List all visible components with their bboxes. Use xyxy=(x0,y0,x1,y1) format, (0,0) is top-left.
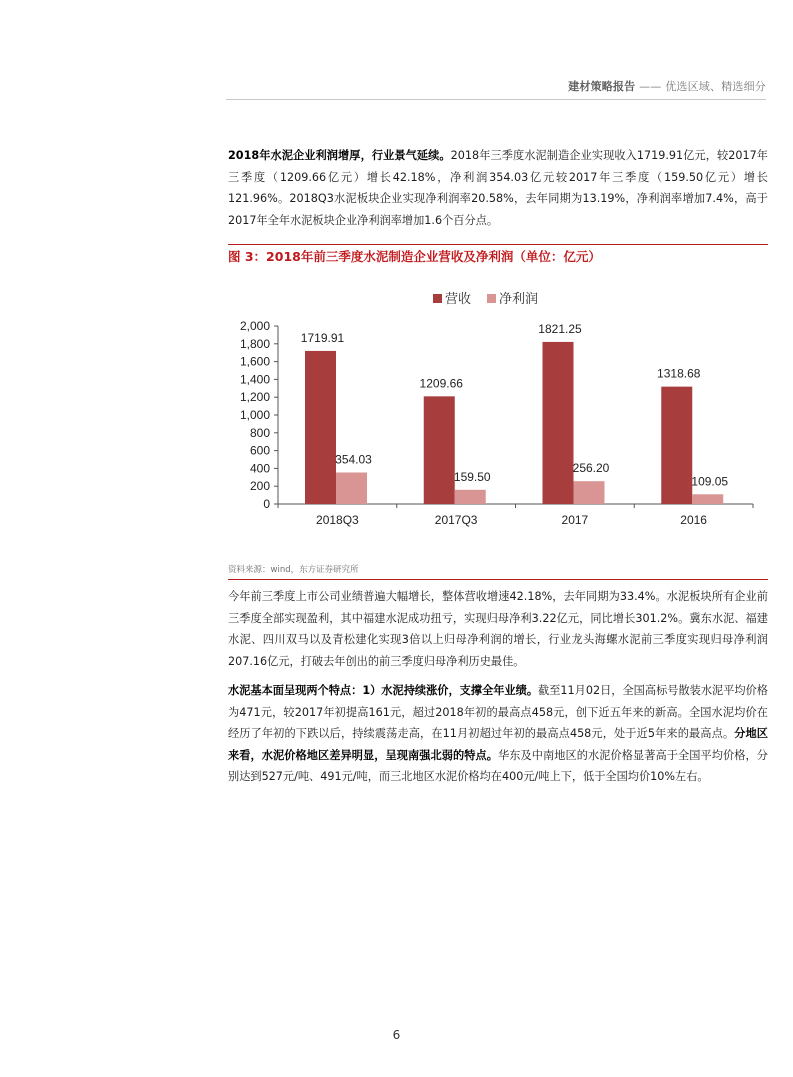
paragraph-fundamentals-body1: 截至11月02日，全国高标号散装水泥平均价格为471元，较2017年初提高161元，超过2018年初的最高点458元，创下近五年来的新高。全国水泥均价在经历了年初的下跌以后，持续震荡走高，在11月初超过年初的最高点458元，处于近5年来的最高点。 xyxy=(228,684,768,740)
revenue-data-label: 1719.91 xyxy=(300,330,345,345)
figure-title: 图 3：2018年前三季度水泥制造企业营收及净利润（单位：亿元） xyxy=(228,244,768,270)
legend-net-profit-swatch xyxy=(487,294,496,303)
net-profit-bar xyxy=(692,494,723,504)
revenue-bar xyxy=(305,351,336,504)
y-tick-label: 400 xyxy=(249,461,270,476)
net-profit-data-label: 256.20 xyxy=(572,461,610,476)
page-header xyxy=(0,78,766,94)
x-tick-label: 2018Q3 xyxy=(316,513,359,527)
paragraph-profit-lead: 2018年水泥企业利润增厚，行业景气延续。 xyxy=(228,149,451,162)
revenue-data-label: 1821.25 xyxy=(538,321,582,336)
paragraph-fundamentals xyxy=(228,680,768,788)
y-tick-label: 1,800 xyxy=(239,336,270,351)
x-tick-label: 2017Q3 xyxy=(434,513,478,527)
paragraph-profit-body: 2018年三季度水泥制造企业实现收入1719.91亿元，较2017年三季度（1209.66亿元）增长42.18%，净利润354.03亿元较2017年三季度（159.50亿元）增长121.96%。2018Q3水泥板块企业实现净利润率20.58%，去年同期为13.19%，净利润率增加7.4%，高于2017年全年水泥板块企业净利润率增加1.6个百分点。 xyxy=(228,149,768,227)
revenue-bar xyxy=(424,396,455,504)
net-profit-data-label: 109.05 xyxy=(691,474,729,489)
paragraph-fundamentals-body2: 华东及中南地区的水泥价格显著高于全国平均价格，分别达到527元/吨、491元/吨，而三北地区水泥价格均在400元/吨上下，低于全国均价10%左右。 xyxy=(228,748,768,783)
header-subtitle: 优选区域、精选细分 xyxy=(665,80,766,93)
paragraph-earnings: 今年前三季度上市公司业绩普遍大幅增长，整体营收增速42.18%，去年同期为33.4%。水泥板块所有企业前三季度全部实现盈利，其中福建水泥成功扭亏，实现归母净利3.22亿元，同比增长301.2%。冀东水泥、福建水泥、四川双马以及青松建化实现3倍以上归母净利润的增长，行业龙头海螺水泥前三季度实现归母净利润207.16亿元，打破去年创出的前三季度归母净利历史最佳。 xyxy=(228,590,768,668)
y-tick-label: 1,000 xyxy=(239,408,270,422)
paragraph-fundamentals-lead: 水泥基本面呈现两个特点：1）水泥持续涨价，支撑全年业绩。 xyxy=(228,684,539,697)
y-tick-label: 1,400 xyxy=(239,372,270,387)
y-tick-label: 800 xyxy=(249,425,270,440)
x-tick-label: 2017 xyxy=(561,513,589,527)
header-divider xyxy=(226,99,766,100)
y-tick-label: 600 xyxy=(249,443,270,458)
page-number: 6 xyxy=(392,1028,401,1042)
revenue-data-label: 1318.68 xyxy=(657,366,701,381)
revenue-bar xyxy=(543,342,574,504)
legend-net-profit-label: 净利润 xyxy=(499,292,539,307)
y-tick-label: 2,000 xyxy=(239,319,270,333)
y-tick-label: 1,200 xyxy=(239,390,270,405)
net-profit-bar xyxy=(336,472,367,504)
revenue-bar xyxy=(661,387,692,504)
legend-revenue-label: 营收 xyxy=(445,292,472,307)
net-profit-bar xyxy=(455,490,486,504)
paragraph-profit xyxy=(228,145,768,231)
net-profit-data-label: 354.03 xyxy=(335,452,372,467)
report-name: 建材策略报告 xyxy=(568,80,636,93)
net-profit-data-label: 159.50 xyxy=(453,469,491,484)
x-tick-label: 2016 xyxy=(680,513,707,527)
paragraph-fundamentals-lead2: 分地区来看，水泥价格地区差异明显，呈现南强北弱的特点。 xyxy=(228,727,768,762)
y-tick-label: 0 xyxy=(263,497,270,511)
revenue-data-label: 1209.66 xyxy=(419,376,463,391)
legend-revenue-swatch xyxy=(433,294,442,303)
y-tick-label: 200 xyxy=(249,479,270,494)
header-dash: —— xyxy=(639,80,662,93)
y-tick-label: 1,600 xyxy=(239,354,270,369)
revenue-profit-bar-chart xyxy=(226,284,766,546)
figure-source: 资料来源：wind，东方证券研究所 xyxy=(228,563,768,580)
net-profit-bar xyxy=(574,481,605,504)
